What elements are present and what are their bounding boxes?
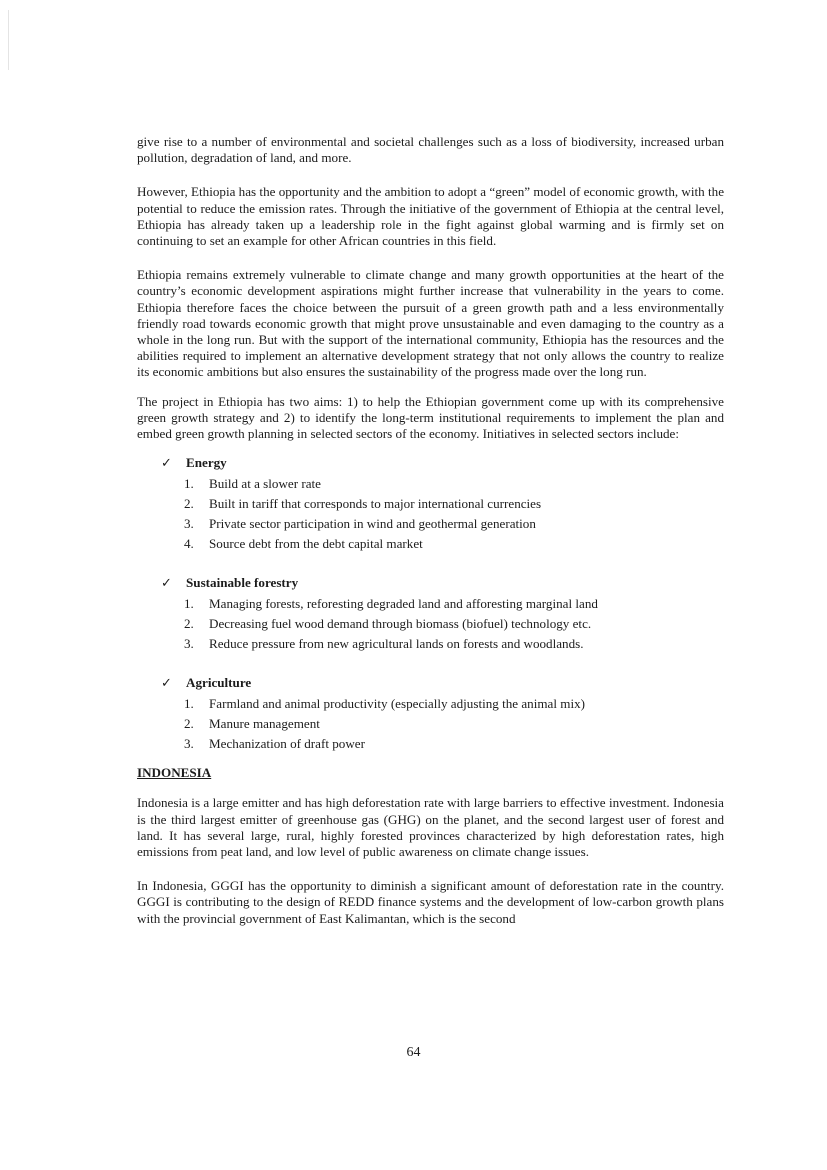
spacer [137,556,724,575]
list-item-text: Mechanization of draft power [209,736,365,752]
list-item [184,716,724,736]
list-number: 4. [184,536,194,552]
list-number: 3. [184,516,194,532]
section-title: Sustainable forestry [186,575,299,591]
list-item [184,696,724,716]
list-item [184,516,724,536]
list-number: 3. [184,636,194,652]
section-sustainable-forestry [161,575,724,656]
list-item [184,736,724,756]
list-item-text: Private sector participation in wind and geothermal generation [209,516,536,532]
section-title: Agriculture [186,675,252,691]
numbered-list [161,596,724,656]
list-number: 1. [184,696,194,712]
section-title: Energy [186,455,227,471]
list-item [184,636,724,656]
list-number: 1. [184,596,194,612]
paragraph: Ethiopia remains extremely vulnerable to climate change and many growth opportunities at the heart of the country’s economic development aspirations might further increase that vulnerability in the years to come. Ethiopia therefore faces the choice between the pursuit of a green growth path and a less environmentally friendly road towards economic growth that might prove unsustainable and even damaging to the country as a whole in the long run. But with the support of the international community, Ethiopia has the resources and the abilities required to implement an alternative development strategy that not only allows the country to realize its economic ambitions but also ensures the sustainability of the progress made over the long run. [137,267,724,380]
numbered-list [161,476,724,556]
list-item [184,536,724,556]
section-heading [161,675,724,696]
paragraph: However, Ethiopia has the opportunity and the ambition to adopt a “green” model of economic growth, with the potential to reduce the emission rates. Through the initiative of the government of Ethiopia at the central level, Ethiopia has already taken up a leadership role in the fight against global warming and is firmly set on continuing to set an example for other African countries in this field. [137,184,724,249]
paragraph: Indonesia is a large emitter and has high deforestation rate with large barriers to effective investment. Indonesia is the third largest emitter of greenhouse gas (GHG) on the planet, and the second largest user of forest and land. It has several large, rural, highly forested provinces characterized by high deforestation rates, high emissions from peat land, and low level of public awareness on climate change issues. [137,795,724,860]
list-item [184,616,724,636]
list-item-text: Managing forests, reforesting degraded land and afforesting marginal land [209,596,598,612]
paragraph: give rise to a number of environmental and societal challenges such as a loss of biodiversity, increased urban pollution, degradation of land, and more. [137,134,724,166]
section-heading [161,455,724,476]
list-item [184,496,724,516]
checkmark-icon: ✓ [161,676,172,692]
paragraph: In Indonesia, GGGI has the opportunity to diminish a significant amount of deforestation rate in the country. GGGI is contributing to the design of REDD finance systems and the development of low-carbon growth plans with the provincial government of East Kalimantan, which is the second [137,878,724,926]
list-item-text: Build at a slower rate [209,476,321,492]
section-agriculture [161,675,724,756]
numbered-list [161,696,724,756]
list-number: 2. [184,716,194,732]
checkmark-icon: ✓ [161,456,172,472]
spacer [137,656,724,675]
list-item-text: Decreasing fuel wood demand through biomass (biofuel) technology etc. [209,616,592,632]
list-item-text: Built in tariff that corresponds to major international currencies [209,496,542,512]
section-heading [161,575,724,596]
page-number: 64 [406,1045,421,1060]
list-number: 1. [184,476,194,492]
page-body [137,134,724,940]
list-item-text: Farmland and animal productivity (especially adjusting the animal mix) [209,696,585,712]
scan-edge-line [8,10,9,70]
checkmark-icon: ✓ [161,576,172,592]
section-energy [161,455,724,556]
list-item-text: Reduce pressure from new agricultural lands on forests and woodlands. [209,636,584,652]
list-number: 2. [184,616,194,632]
list-item-text: Source debt from the debt capital market [209,536,423,552]
list-number: 3. [184,736,194,752]
list-item [184,476,724,496]
list-number: 2. [184,496,194,512]
list-item-text: Manure management [209,716,320,732]
section-heading-indonesia: INDONESIA [137,765,212,781]
list-item [184,596,724,616]
paragraph: The project in Ethiopia has two aims: 1) to help the Ethiopian government come up with its comprehensive green growth strategy and 2) to identify the long-term institutional requirements to implement the plan and embed green growth planning in selected sectors of the economy. Initiatives in selected sectors include: [137,393,724,442]
